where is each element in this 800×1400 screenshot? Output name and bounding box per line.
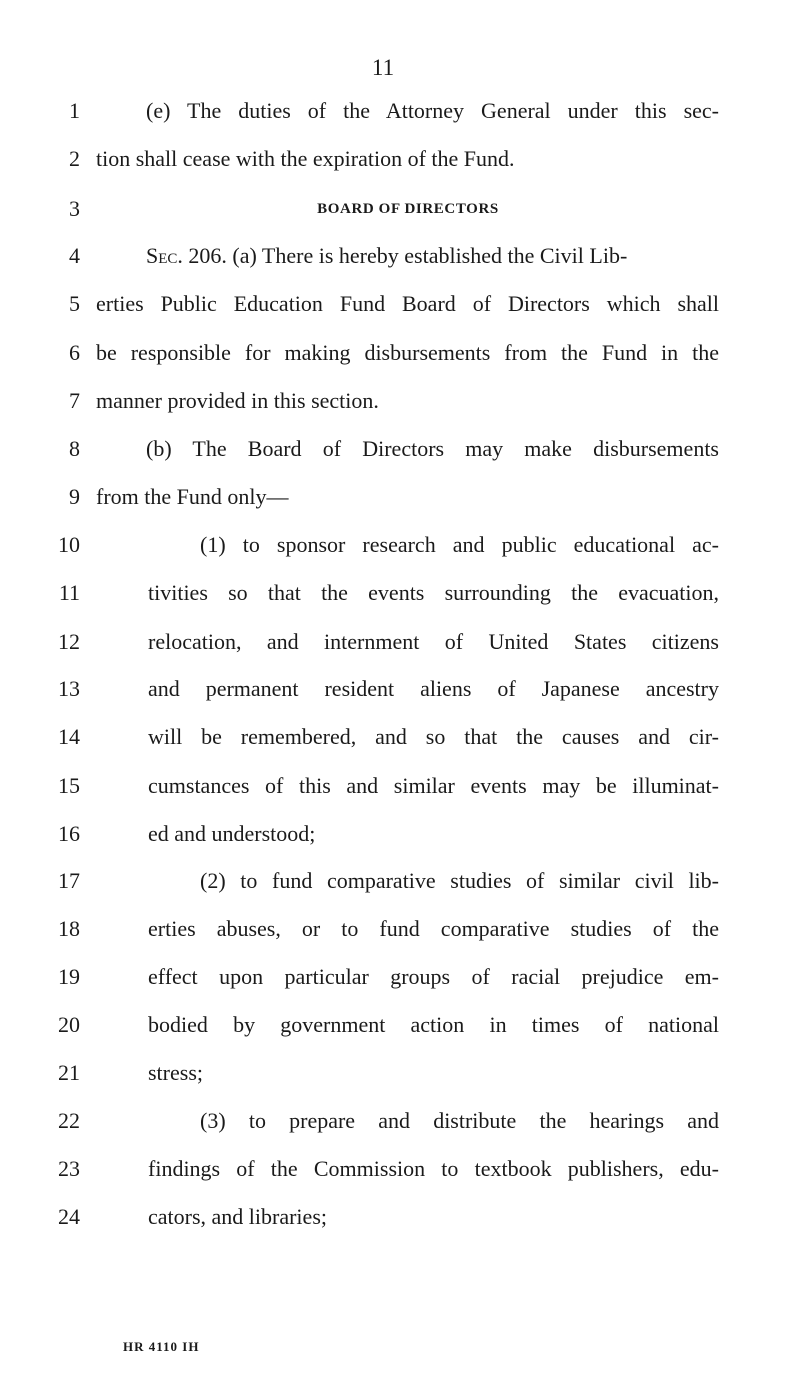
line-number: 17	[58, 868, 80, 893]
line-text: will be remembered, and so that the causes and cir-	[148, 724, 719, 749]
bill-line	[0, 866, 800, 896]
bill-line	[0, 771, 800, 801]
line-number: 24	[58, 1204, 80, 1229]
bill-line	[0, 482, 800, 512]
line-text: ed and understood;	[148, 821, 316, 846]
line-number: 11	[58, 580, 80, 605]
line-number: 18	[58, 916, 80, 941]
line-number: 13	[58, 676, 80, 701]
line-text: manner provided in this section.	[96, 388, 379, 413]
line-number: 19	[58, 964, 80, 989]
line-text: stress;	[148, 1060, 203, 1085]
bill-line	[0, 289, 800, 319]
line-text-rest: 206. (a) There is hereby established the Civil Lib-	[182, 243, 628, 268]
section-label: Sec.	[146, 243, 183, 268]
line-number: 12	[58, 629, 80, 654]
line-text: (b) The Board of Directors may make disbursements	[146, 436, 719, 461]
line-text: from the Fund only—	[96, 484, 289, 509]
line-number: 7	[69, 388, 80, 413]
line-text: (3) to prepare and distribute the hearings and	[200, 1108, 719, 1133]
bill-line	[0, 386, 800, 416]
page-number: 11	[371, 55, 395, 80]
bill-line	[0, 674, 800, 704]
line-text: erties Public Education Fund Board of Directors which shall	[96, 291, 719, 316]
line-number: 5	[69, 291, 80, 316]
bill-line	[0, 530, 800, 560]
bill-line	[0, 1154, 800, 1184]
bill-line	[0, 434, 800, 464]
line-text: cators, and libraries;	[148, 1204, 327, 1229]
line-number: 8	[69, 436, 80, 461]
line-number: 6	[69, 340, 80, 365]
bill-line	[0, 914, 800, 944]
bill-line	[0, 144, 800, 174]
line-text	[146, 241, 627, 271]
line-text: relocation, and internment of United States citizens	[148, 629, 719, 654]
line-number: 9	[69, 484, 80, 509]
line-text: (1) to sponsor research and public educational ac-	[200, 532, 719, 557]
bill-line	[0, 722, 800, 752]
line-text: bodied by government action in times of national	[148, 1012, 719, 1037]
bill-line	[0, 578, 800, 608]
bill-line	[0, 627, 800, 657]
bill-line	[0, 241, 800, 271]
bill-line	[0, 96, 800, 126]
bill-line	[0, 962, 800, 992]
line-text: findings of the Commission to textbook publishers, edu-	[148, 1156, 719, 1181]
line-text: (2) to fund comparative studies of similar civil lib-	[200, 868, 719, 893]
line-number: 23	[58, 1156, 80, 1181]
line-number: 1	[69, 98, 80, 123]
section-heading: BOARD OF DIRECTORS	[317, 201, 499, 217]
bill-line	[0, 1202, 800, 1232]
line-number: 16	[58, 821, 80, 846]
line-number: 22	[58, 1108, 80, 1133]
line-number: 4	[69, 243, 80, 268]
bill-footer: HR 4110 IH	[123, 1339, 200, 1354]
line-number: 2	[69, 146, 80, 171]
line-number: 14	[58, 724, 80, 749]
line-number: 10	[58, 532, 80, 557]
line-number: 20	[58, 1012, 80, 1037]
line-number: 15	[58, 773, 80, 798]
line-text: be responsible for making disbursements from the Fund in the	[96, 340, 719, 365]
bill-line	[0, 194, 800, 224]
line-text: effect upon particular groups of racial prejudice em-	[148, 964, 719, 989]
bill-line	[0, 819, 800, 849]
line-text: cumstances of this and similar events may be illuminat-	[148, 773, 719, 798]
line-text: erties abuses, or to fund comparative studies of the	[148, 916, 719, 941]
bill-line	[0, 338, 800, 368]
bill-line	[0, 1106, 800, 1136]
line-text: (e) The duties of the Attorney General under this sec-	[146, 98, 719, 123]
line-text: and permanent resident aliens of Japanese ancestry	[148, 676, 719, 701]
line-text: tivities so that the events surrounding the evacuation,	[148, 580, 719, 605]
line-number: 21	[58, 1060, 80, 1085]
line-number: 3	[69, 196, 80, 221]
line-text: tion shall cease with the expiration of the Fund.	[96, 146, 515, 171]
bill-line	[0, 1058, 800, 1088]
bill-line	[0, 1010, 800, 1040]
